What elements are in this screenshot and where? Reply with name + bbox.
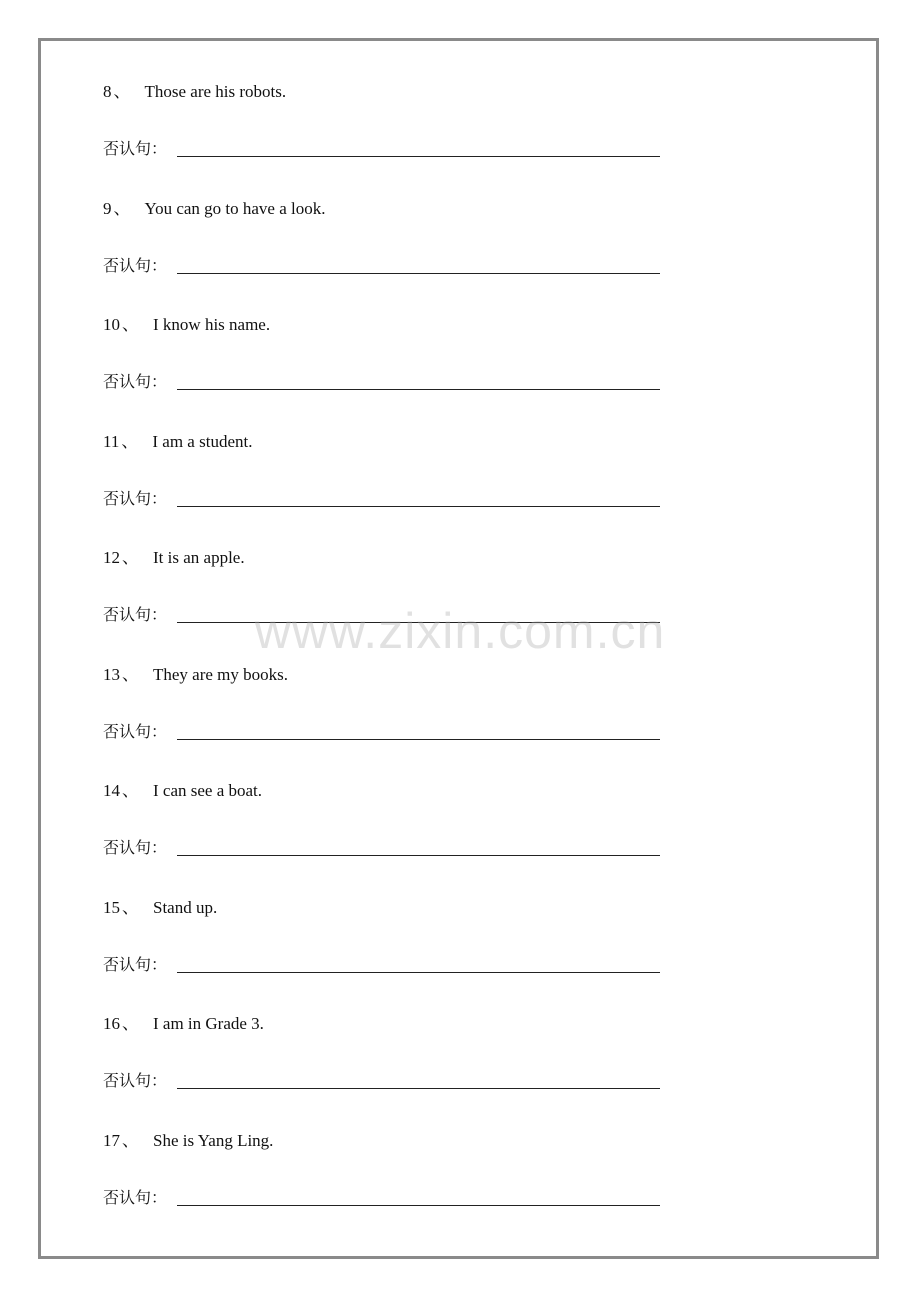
question-item bbox=[103, 78, 703, 195]
question-item bbox=[103, 894, 703, 1011]
question-separator: 、 bbox=[122, 1130, 139, 1150]
negative-sentence-label: 否认句： bbox=[103, 139, 168, 158]
question-sentence bbox=[103, 1010, 264, 1038]
negative-answer-row bbox=[103, 718, 663, 746]
answer-blank-line[interactable] bbox=[177, 156, 660, 157]
negative-sentence-label: 否认句： bbox=[103, 721, 168, 741]
question-separator: 、 bbox=[113, 198, 131, 218]
question-text: I am a student. bbox=[152, 431, 253, 451]
answer-blank-line[interactable] bbox=[177, 855, 660, 856]
question-text: I know his name. bbox=[153, 315, 271, 334]
question-number: 9 bbox=[103, 198, 112, 218]
question-sentence bbox=[103, 78, 286, 106]
question-text: Those are his robots. bbox=[144, 82, 287, 101]
question-text: I can see a boat. bbox=[153, 781, 263, 800]
answer-blank-line[interactable] bbox=[177, 1088, 660, 1089]
question-text: You can go to have a look. bbox=[144, 198, 326, 218]
question-item bbox=[103, 195, 703, 312]
negative-sentence-label: 否认句： bbox=[103, 1071, 168, 1090]
question-text: Stand up. bbox=[153, 897, 218, 917]
answer-blank-line[interactable] bbox=[177, 506, 660, 507]
negative-sentence-label: 否认句： bbox=[103, 372, 168, 391]
answer-blank-line[interactable] bbox=[177, 1205, 660, 1206]
question-sentence bbox=[103, 544, 245, 572]
question-sentence bbox=[103, 1127, 273, 1155]
negative-answer-row bbox=[103, 601, 663, 629]
question-text: It is an apple. bbox=[153, 548, 245, 567]
question-number: 8 bbox=[103, 82, 112, 101]
worksheet bbox=[103, 78, 703, 1243]
question-sentence bbox=[103, 661, 288, 689]
question-item bbox=[103, 661, 703, 778]
question-separator: 、 bbox=[122, 1014, 139, 1033]
negative-answer-row bbox=[103, 951, 663, 979]
question-item bbox=[103, 544, 703, 661]
question-number: 15 bbox=[103, 897, 120, 917]
question-separator: 、 bbox=[122, 897, 139, 917]
question-item bbox=[103, 1127, 703, 1244]
question-text: She is Yang Ling. bbox=[153, 1130, 274, 1150]
answer-blank-line[interactable] bbox=[177, 622, 660, 623]
negative-answer-row bbox=[103, 834, 663, 862]
negative-sentence-label: 否认句： bbox=[103, 838, 168, 857]
answer-blank-line[interactable] bbox=[177, 972, 660, 973]
question-text: I am in Grade 3. bbox=[153, 1014, 264, 1033]
answer-blank-line[interactable] bbox=[177, 389, 660, 390]
question-item bbox=[103, 777, 703, 894]
question-separator: 、 bbox=[122, 315, 139, 334]
question-sentence bbox=[103, 894, 217, 922]
negative-answer-row bbox=[103, 368, 663, 396]
question-separator: 、 bbox=[122, 781, 139, 800]
negative-answer-row bbox=[103, 485, 663, 513]
answer-blank-line[interactable] bbox=[177, 273, 660, 274]
negative-answer-row bbox=[103, 135, 663, 163]
question-sentence bbox=[103, 195, 326, 223]
question-number: 12 bbox=[103, 548, 120, 567]
negative-sentence-label: 否认句： bbox=[103, 605, 168, 624]
negative-answer-row bbox=[103, 252, 663, 280]
question-number: 16 bbox=[103, 1014, 120, 1033]
question-separator: 、 bbox=[122, 664, 139, 684]
question-separator: 、 bbox=[113, 82, 131, 101]
question-separator: 、 bbox=[122, 548, 139, 567]
negative-sentence-label: 否认句： bbox=[103, 488, 168, 508]
answer-blank-line[interactable] bbox=[177, 739, 660, 740]
question-item bbox=[103, 1010, 703, 1127]
question-item bbox=[103, 428, 703, 545]
question-sentence bbox=[103, 777, 262, 805]
watermark: www.zixin.com.cn bbox=[254, 603, 666, 659]
negative-sentence-label: 否认句： bbox=[103, 255, 168, 275]
question-number: 11 bbox=[103, 431, 120, 451]
question-number: 13 bbox=[103, 664, 120, 684]
question-number: 17 bbox=[103, 1130, 120, 1150]
question-sentence bbox=[103, 428, 252, 456]
question-sentence bbox=[103, 311, 270, 339]
negative-sentence-label: 否认句： bbox=[103, 1187, 168, 1207]
negative-answer-row bbox=[103, 1067, 663, 1095]
negative-answer-row bbox=[103, 1184, 663, 1212]
question-separator: 、 bbox=[121, 431, 139, 451]
question-text: They are my books. bbox=[153, 664, 289, 684]
question-number: 10 bbox=[103, 315, 120, 334]
question-item bbox=[103, 311, 703, 428]
question-number: 14 bbox=[103, 781, 120, 800]
negative-sentence-label: 否认句： bbox=[103, 954, 168, 974]
